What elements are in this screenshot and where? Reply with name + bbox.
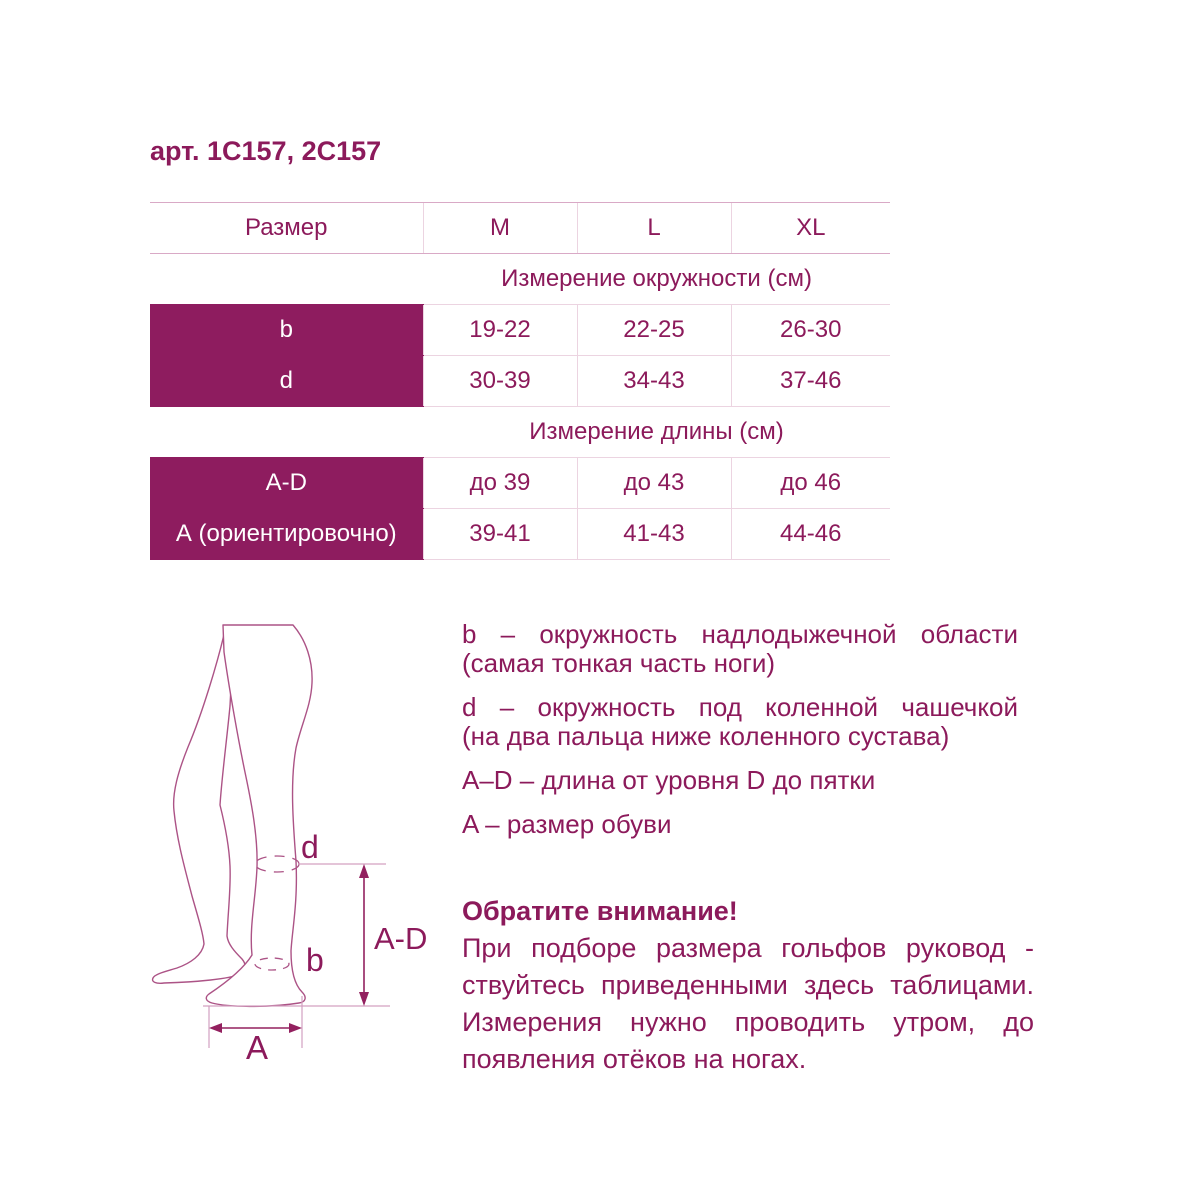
cell-b-m: 19-22: [423, 305, 577, 356]
table-header-row: [150, 203, 890, 254]
definition-a: A – размер обуви: [462, 809, 672, 839]
col-header-l: L: [577, 203, 731, 254]
note-heading: Обратите внимание!: [462, 896, 738, 926]
row-label-b: b: [150, 305, 423, 356]
cell-a-l: 41-43: [577, 509, 731, 560]
col-header-size: Размер: [150, 203, 423, 254]
article-title: арт. 1C157, 2C157: [150, 136, 382, 166]
ad-label: A-D: [374, 921, 428, 956]
b-label: b: [306, 942, 324, 978]
definition-b: [462, 620, 1018, 678]
table-row-b: [150, 305, 890, 356]
cell-d-xl: 37-46: [731, 356, 890, 407]
a-arrowhead-right: [289, 1023, 302, 1033]
definition-b-line2: (самая тонкая часть ноги): [462, 648, 776, 678]
table-row-a: [150, 509, 890, 560]
section-row-length: [150, 407, 890, 458]
cell-ad-m: до 39: [423, 458, 577, 509]
definition-d-line1: d – окружность под коленной чашечкой: [462, 692, 1018, 722]
cell-b-xl: 26-30: [731, 305, 890, 356]
cell-d-m: 30-39: [423, 356, 577, 407]
definition-d: [462, 693, 1018, 751]
definition-ad: A–D – длина от уровня D до пятки: [462, 765, 876, 795]
attention-note: [462, 893, 1034, 1078]
leg-measurement-diagram: [150, 600, 480, 1100]
cell-ad-l: до 43: [577, 458, 731, 509]
a-arrowhead-left: [209, 1023, 222, 1033]
size-table: [150, 202, 890, 560]
d-label: d: [301, 829, 319, 865]
ad-arrowhead-up: [359, 864, 369, 878]
row-label-a: А (ориентировочно): [150, 509, 423, 560]
cell-ad-xl: до 46: [731, 458, 890, 509]
table-row-ad: [150, 458, 890, 509]
ad-arrowhead-down: [359, 992, 369, 1006]
note-line: При подборе размера гольфов руковод -: [462, 933, 1034, 963]
section-row-circumference: [150, 254, 890, 305]
cell-b-l: 22-25: [577, 305, 731, 356]
col-header-xl: XL: [731, 203, 890, 254]
section-title: Измерение длины (см): [529, 418, 784, 445]
note-line: ствуйтесь приведенными здесь таблицами.: [462, 970, 1034, 1000]
row-label-d: d: [150, 356, 423, 407]
table-row-d: [150, 356, 890, 407]
a-label: A: [246, 1029, 269, 1066]
definition-b-line1: b – окружность надлодыжечной области: [462, 619, 1018, 649]
row-label-ad: A-D: [150, 458, 423, 509]
cell-a-m: 39-41: [423, 509, 577, 560]
note-line: Измерения нужно проводить утром, до: [462, 1007, 1034, 1037]
section-title: Измерение окружности (см): [501, 265, 812, 292]
col-header-m: M: [423, 203, 577, 254]
measure-definitions: [462, 620, 1018, 854]
cell-a-xl: 44-46: [731, 509, 890, 560]
note-line: появления отёков на ногах.: [462, 1044, 807, 1074]
cell-d-l: 34-43: [577, 356, 731, 407]
definition-d-line2: (на два пальца ниже коленного сустава): [462, 721, 950, 751]
